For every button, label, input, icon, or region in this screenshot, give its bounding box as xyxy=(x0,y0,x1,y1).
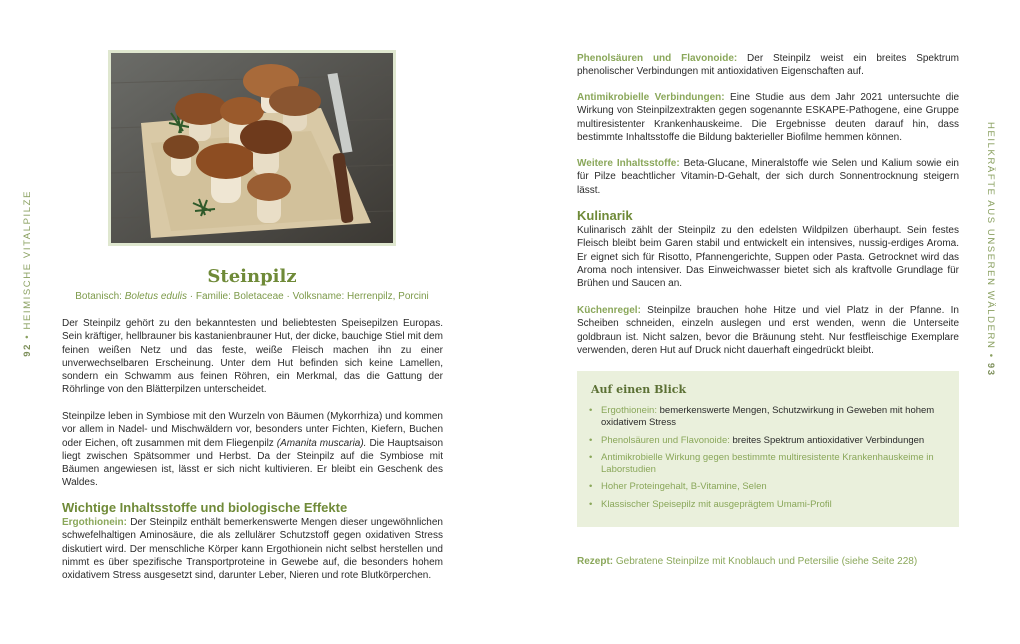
section-heading-inhaltsstoffe: Wichtige Inhaltsstoffe und biologische Effekte xyxy=(62,500,348,515)
summary-box xyxy=(577,371,959,527)
intro-paragraph-2: Steinpilze leben in Symbiose mit den Wurzeln von Bäumen (Mykorrhiza) und kommen vor allem in Nadel- und Mischwäldern vor, besonders unter Fichten, Kiefern, Buchen oder Eichen, oft zusammen mit dem Fliegenpilz (Amanita muscaria). Die Hauptsaison liegt zwischen Spätsommer und Herbst. Da der Steinpilz auf die Symbiose mit Bäumen angewiesen ist, lässt er sich nicht kultivieren. Er bleibt ein Geschenk des Waldes. xyxy=(62,411,444,489)
running-title-right: HEILKRÄFTE AUS UNSEREN WÄLDERN xyxy=(985,122,996,350)
summary-list xyxy=(589,405,947,516)
mushroom-photo xyxy=(108,50,396,246)
weitere-paragraph: Weitere Inhaltsstoffe: Beta-Glucane, Mineralstoffe wie Selen und Kalium sowie ein für Pilze beachtlicher Vitamin-D-Gehalt, der sich durch Sonnentrocknung steigern lässt. xyxy=(577,158,959,196)
article-title: Steinpilz xyxy=(207,266,297,287)
list-item: • Phenolsäuren und Flavonoide: breites Spektrum antioxidativer Verbindungen xyxy=(589,435,947,447)
intro-paragraph-1: Der Steinpilz gehört zu den bekanntesten und beliebtesten Speisepilzen Europas. Sein kräftiger, hellbrauner bis kastanienbrauner Hut, der dicke, bauchige Stiel mit dem feinen weißen Netz und das feste, weiße Fleisch machen ihn zu einer unverwechselbaren Erscheinung. Unter dem Hut befinden sich keine Lamellen, sondern ein Schwamm aus feinen Röhren, ein Merkmal, das die Gattung der Röhrlinge von den Blätterpilzen unterscheidet. xyxy=(62,318,443,396)
ergothionein-paragraph: Ergothionein: Der Steinpilz enthält bemerkenswerte Mengen dieser ungewöhnlichen schwefelhaltigen Aminosäure, die als zellulärer Schutzstoff gegen oxidativen Stress diskutiert wird. Der menschliche Körper kann Ergothionein nicht selbst herstellen und nimmt es über spezifische Transportproteine in Gewebe auf, die besonders hohem oxidativem Stress ausgesetzt sind, darunter Leber, Nieren und rote Blutkörperchen. xyxy=(62,517,443,582)
botanical-info: Botanisch: Boletus edulis · Familie: Boletaceae · Volksname: Herrenpilz, Porcini xyxy=(75,291,429,302)
running-title-left: HEIMISCHE VITALPILZE xyxy=(22,190,33,330)
kulinarik-paragraph: Kulinarisch zählt der Steinpilz zu den edelsten Wildpilzen überhaupt. Sein festes Fleisch bleibt beim Garen stabil und entwickelt ein intensives, nussig-erdiges Aroma. Er eignet sich für Risotto, Pfannengerichte, Suppen oder Pasta. Getrocknet wird das Aroma noch intensiver. Das Einweichwasser bietet sich als kraftvolle Grundlage für Brühen und Saucen an. xyxy=(577,225,959,290)
summary-box-title: Auf einen Blick xyxy=(591,383,687,396)
page-number-left: 92 xyxy=(22,342,33,357)
kuechenregel-paragraph: Küchenregel: Steinpilze brauchen hohe Hitze und viel Platz in der Pfanne. In Scheiben schneiden, einzeln auslegen und erst wenden, wenn die Unterseite goldbraun ist. Nicht salzen, bevor die Bräunung steht. Nur festfleischige Exemplare verwenden, deren Hut auf Druck nicht dauerhaft eingedrückt bleibt. xyxy=(577,305,959,356)
list-item: • Hoher Proteingehalt, B-Vitamine, Selen xyxy=(589,481,947,493)
phenol-paragraph: Phenolsäuren und Flavonoide: Der Steinpilz weist ein breites Spektrum phenolischer Verbindungen mit antioxidativen Eigenschaften auf. xyxy=(577,53,959,78)
list-item: • Ergothionein: bemerkenswerte Mengen, Schutzwirkung in Geweben mit hohem oxidativem Stress xyxy=(589,405,947,430)
antimikrobiell-paragraph: Antimikrobielle Verbindungen: Eine Studie aus dem Jahr 2021 untersuchte die Wirkung von Steinpilzextrakten gegen sogenannte ESKAPE-Pathogene, eine Gruppe multiresistenter Krankenhauskeime. Die Ergebnisse deuten darauf hin, dass bestimmte Inhaltsstoffe die Bildung bakterieller Biofilme hemmen können. xyxy=(577,92,960,143)
running-header-right: HEILKRÄFTE AUS UNSEREN WÄLDERN • 93 xyxy=(985,122,996,377)
recipe-reference: Rezept: Gebratene Steinpilze mit Knoblauch und Petersilie (siehe Seite 228) xyxy=(577,556,918,567)
section-heading-kulinarik: Kulinarik xyxy=(577,208,633,223)
list-item: • Antimikrobielle Wirkung gegen bestimmte multiresistente Krankenhauskeime in Laborstudien xyxy=(589,452,947,477)
list-item: • Klassischer Speisepilz mit ausgeprägtem Umami-Profil xyxy=(589,499,947,511)
running-header-left: 92 • HEIMISCHE VITALPILZE xyxy=(22,190,33,357)
page-number-right: 93 xyxy=(985,362,996,377)
